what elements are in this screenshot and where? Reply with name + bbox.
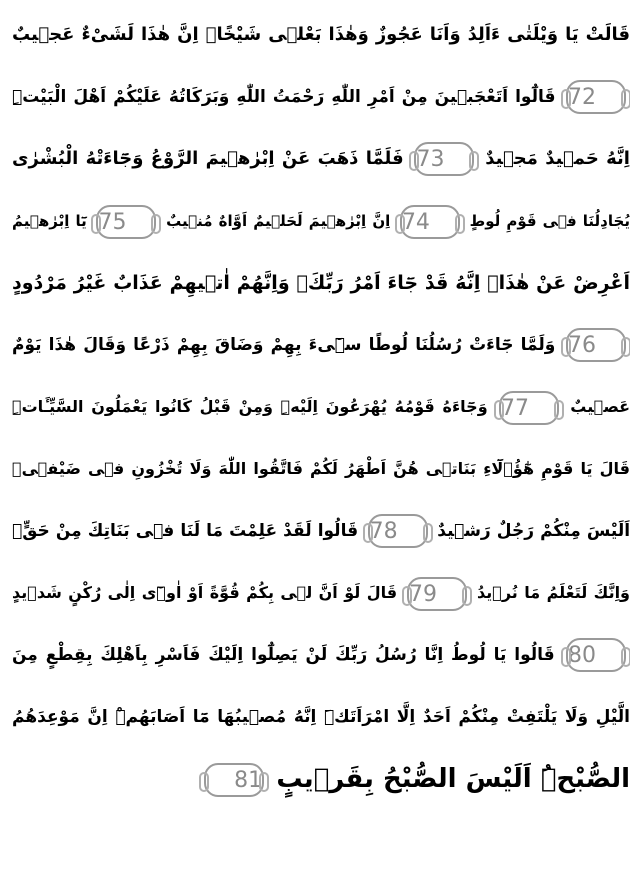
verse-number-marker: 75 [96,205,156,239]
verse-text: قَالَ يَا قَوْمِ هٰٓؤُ۬لَٓاءِ بَنَاتٖى هُنَّ اَطْهَرُ لَكُمْ فَاتَّقُوا اللّٰهَ وَلَا تُخْزُونِ فٖى ضَيْفٖىۜ [12,459,630,478]
verse-line [12,314,630,376]
verse-number-marker: 72 [566,80,626,114]
verse-text: قَالَتْ يَا وَيْلَتٰى ءَاَلِدُ وَاَنَا عَجُوزٌ وَهٰذَا بَعْلٖى شَيْخًاۜ اِنَّ هٰذَا لَشَیْءٌ عَجٖيبٌ [12,24,630,45]
verse-line [12,686,630,748]
verse-text: الَّيْلِ وَلَا يَلْتَفِتْ مِنْكُمْ اَحَدٌ اِلَّا امْرَاَتَكَۜ اِنَّهُ مُصٖيبُهَا مَٓا اَصَابَهُمْۜ اِنَّ مَوْعِدَهُمُ [12,707,630,727]
verse-text: وَجَٓاءَهُ قَوْمُهُ يُهْرَعُونَ اِلَيْهِۜ وَمِنْ قَبْلُ كَانُوا يَعْمَلُونَ السَّيِّـَٔاتِۜ [12,397,488,416]
verse-number-marker: 78 [368,514,428,548]
verse-number-marker: 74 [400,205,460,239]
verse-line [12,500,630,562]
verse-text: يُجَادِلُنَا فٖى قَوْمِ لُوطٍ [469,212,630,230]
verse-number-marker: 79 [407,577,467,611]
verse-text: قَالُوا يَا لُوطُ اِنَّا رُسُلُ رَبِّكَ لَنْ يَصِلُٓوا اِلَيْكَ فَاَسْرِ بِاَهْلِكَ بِقِطْعٍ مِنَ [12,645,555,665]
verse-line [12,128,630,190]
verse-line [12,748,630,810]
verse-text: اِنَّهُ حَمٖيدٌ مَجٖيدٌ [485,148,630,169]
verse-text: الصُّبْحُۜ اَلَيْسَ الصُّبْحُ بِقَرٖيبٍ [276,764,630,794]
verse-number-marker: 76 [566,328,626,362]
verse-number-marker: 73 [414,142,474,176]
verse-line [12,190,630,252]
verse-line [12,252,630,314]
verse-text: اَلَيْسَ مِنْكُمْ رَجُلٌ رَشٖيدٌ [437,521,630,541]
verse-line [12,66,630,128]
verse-text: فَلَمَّا ذَهَبَ عَنْ اِبْرٰهٖيمَ الرَّوْعُ وَجَٓاءَتْهُ الْبُشْرٰى [12,148,404,169]
verse-text: قَالُٓوا اَتَعْجَبٖينَ مِنْ اَمْرِ اللّٰهِ رَحْمَتُ اللّٰهِ وَبَرَكَاتُهُ عَلَيْكُمْ اَهْلَ الْبَيْتِۜ [12,87,556,107]
verse-line [12,562,630,624]
verse-number-marker: 77 [499,391,559,425]
verse-text: قَالُوا لَقَدْ عَلِمْتَ مَا لَنَا فٖى بَنَاتِكَ مِنْ حَقٍّۚ [12,521,359,541]
verse-text: قَالَ لَوْ اَنَّ لٖى بِكُمْ قُوَّةً اَوْ اٰوٖٓى اِلٰى رُكْنٍ شَدٖيدٍ [12,583,398,602]
verse-line [12,376,630,438]
verse-text: اَعْرِضْ عَنْ هٰذَاۚ اِنَّهُ قَدْ جَٓاءَ اَمْرُ رَبِّكَۚ وَاِنَّهُمْ اٰتٖيهِمْ عَذَابٌ غَيْرُ مَرْدُودٍ [12,272,630,294]
verse-line [12,4,630,66]
verse-text: وَلَمَّا جَٓاءَتْ رُسُلُنَا لُوطًا سٖٓیءَ بِهِمْ وَضَاقَ بِهِمْ ذَرْعًا وَقَالَ هٰذَا يَوْمٌ [12,335,556,355]
verse-text: اِنَّ اِبْرٰهٖيمَ لَحَلٖيمٌ اَوَّاهٌ مُنٖيبٌ [166,212,391,230]
verse-number-marker: 81 [204,763,264,797]
verse-text: يَٓا اِبْرٰهٖيمُ [12,212,87,230]
verse-text: وَاِنَّكَ لَتَعْلَمُ مَا نُرٖيدُ [476,583,630,602]
verse-number-marker: 80 [566,638,626,672]
verse-line [12,438,630,500]
verse-text: عَصٖيبٌ [570,397,630,416]
verse-line [12,624,630,686]
